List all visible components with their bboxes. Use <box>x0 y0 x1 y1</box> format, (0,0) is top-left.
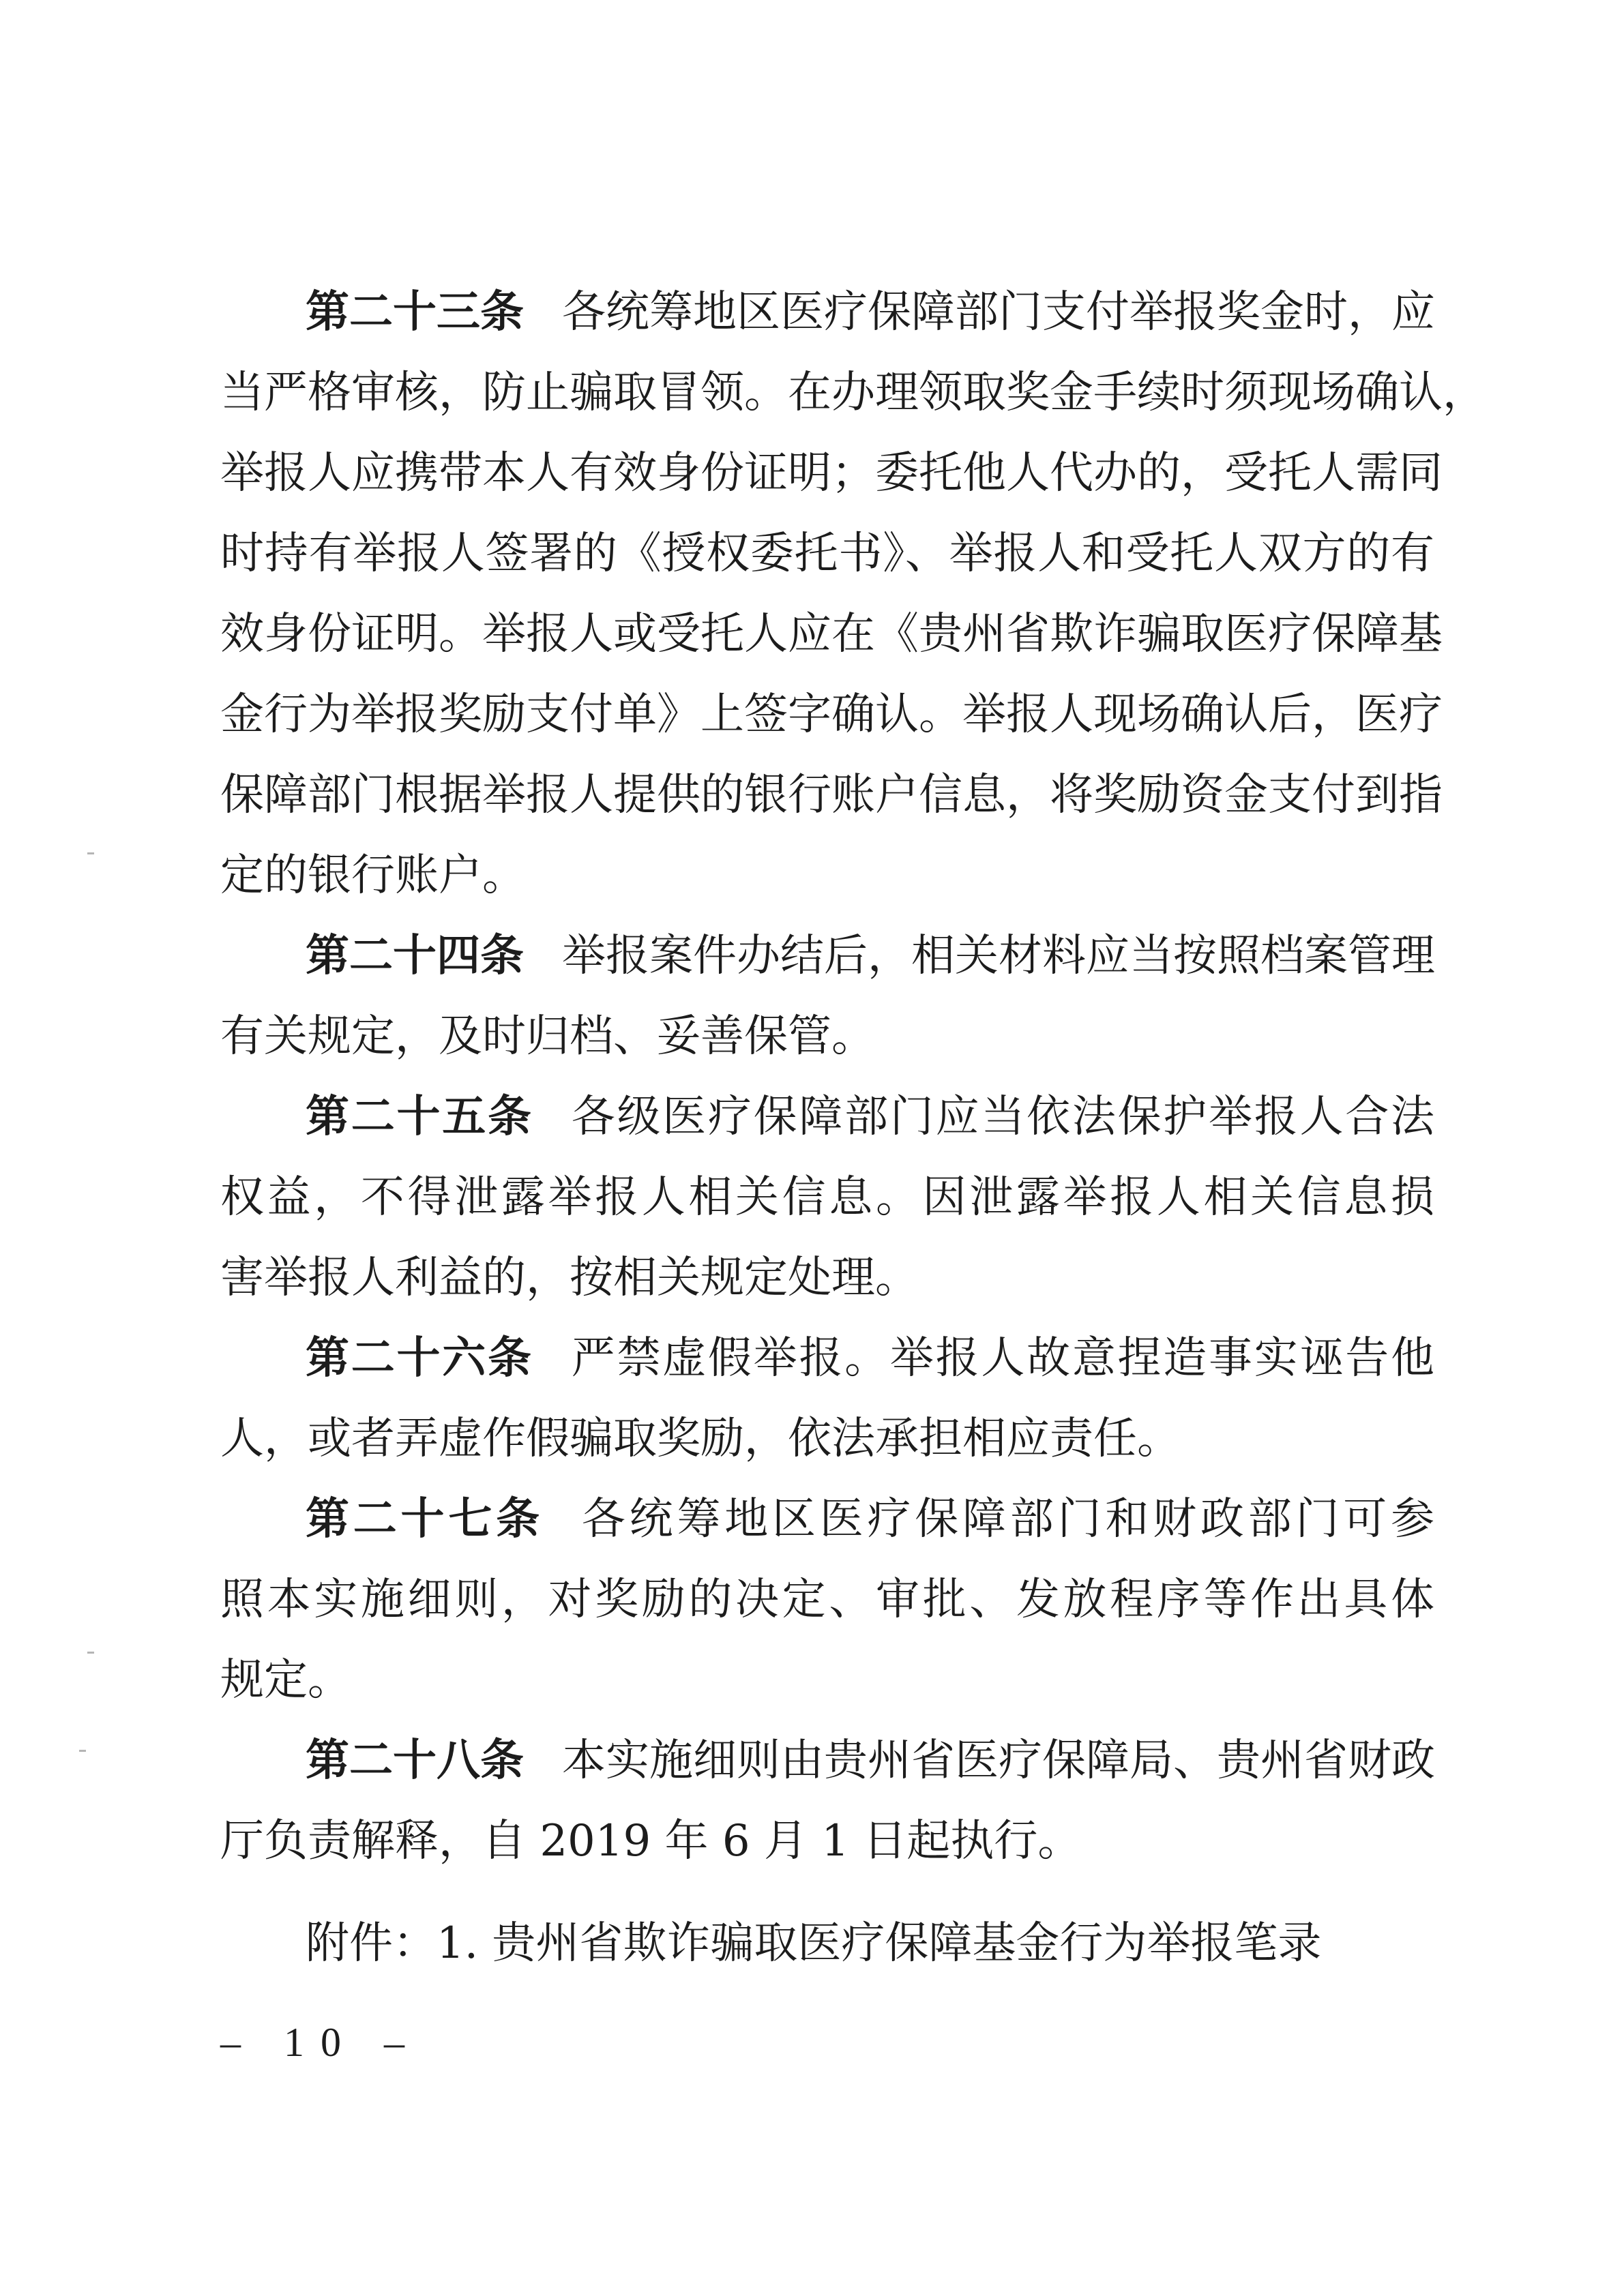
article-25-line-1: 第二十五条 各级医疗保障部门应当依法保护举报人合法 <box>306 1092 1435 1142</box>
article-24-line-1: 第二十四条 举报案件办结后，相关材料应当按照档案管理 <box>306 931 1435 981</box>
attachment-line: 附件：1. 贵州省欺诈骗取医疗保障基金行为举报笔录 <box>306 1918 1322 1969</box>
article-23-line-3: 举报人应携带本人有效身份证明；委托他人代办的，受托人需同 <box>220 448 1443 498</box>
article-23-line-6: 金行为举报奖励支付单》上签字确认。举报人现场确认后，医疗 <box>220 689 1443 740</box>
article-23-line-2: 当严格审核，防止骗取冒领。在办理领取奖金手续时须现场确认， <box>220 368 1486 418</box>
article-27-line-3: 规定。 <box>220 1655 351 1705</box>
article-25-number: 第二十五条 <box>306 1092 533 1142</box>
article-24-line-2: 有关规定，及时归档、妥善保管。 <box>220 1011 875 1062</box>
article-26-line-1: 第二十六条 严禁虚假举报。举报人故意捏造事实诬告他 <box>306 1333 1435 1384</box>
article-27-line-1: 第二十七条 各统筹地区医疗保障部门和财政部门可参 <box>306 1494 1435 1545</box>
article-23-line-7: 保障部门根据举报人提供的银行账户信息，将奖励资金支付到指 <box>220 770 1443 820</box>
article-28-number: 第二十八条 <box>306 1735 524 1786</box>
article-23-line-4: 时持有举报人签署的《授权委托书》、举报人和受托人双方的有 <box>220 528 1434 579</box>
scan-speck <box>87 852 94 854</box>
article-23-line-1: 第二十三条 各统筹地区医疗保障部门支付举报奖金时，应 <box>306 287 1435 338</box>
article-28-line-2: 厅负责解释，自 2019 年 6 月 1 日起执行。 <box>220 1816 1082 1866</box>
page-number: – 10 – <box>220 2020 421 2065</box>
article-23-line-5: 效身份证明。举报人或受托人应在《贵州省欺诈骗取医疗保障基 <box>220 609 1443 659</box>
article-26-number: 第二十六条 <box>306 1333 533 1384</box>
scan-speck <box>79 1750 86 1752</box>
article-25-line-2: 权益，不得泄露举报人相关信息。因泄露举报人相关信息损 <box>220 1172 1434 1223</box>
article-24-number: 第二十四条 <box>306 931 524 981</box>
article-23-line-8: 定的银行账户。 <box>220 850 526 901</box>
article-26-line-2: 人，或者弄虚作假骗取奖励，依法承担相应责任。 <box>220 1414 1181 1464</box>
article-25-line-3: 害举报人利益的，按相关规定处理。 <box>220 1253 919 1303</box>
article-27-line-2: 照本实施细则，对奖励的决定、审批、发放程序等作出具体 <box>220 1575 1434 1625</box>
article-27-number: 第二十七条 <box>306 1494 544 1545</box>
scan-speck <box>87 1652 94 1654</box>
article-28-line-1: 第二十八条 本实施细则由贵州省医疗保障局、贵州省财政 <box>306 1735 1435 1786</box>
article-23-number: 第二十三条 <box>306 287 524 338</box>
